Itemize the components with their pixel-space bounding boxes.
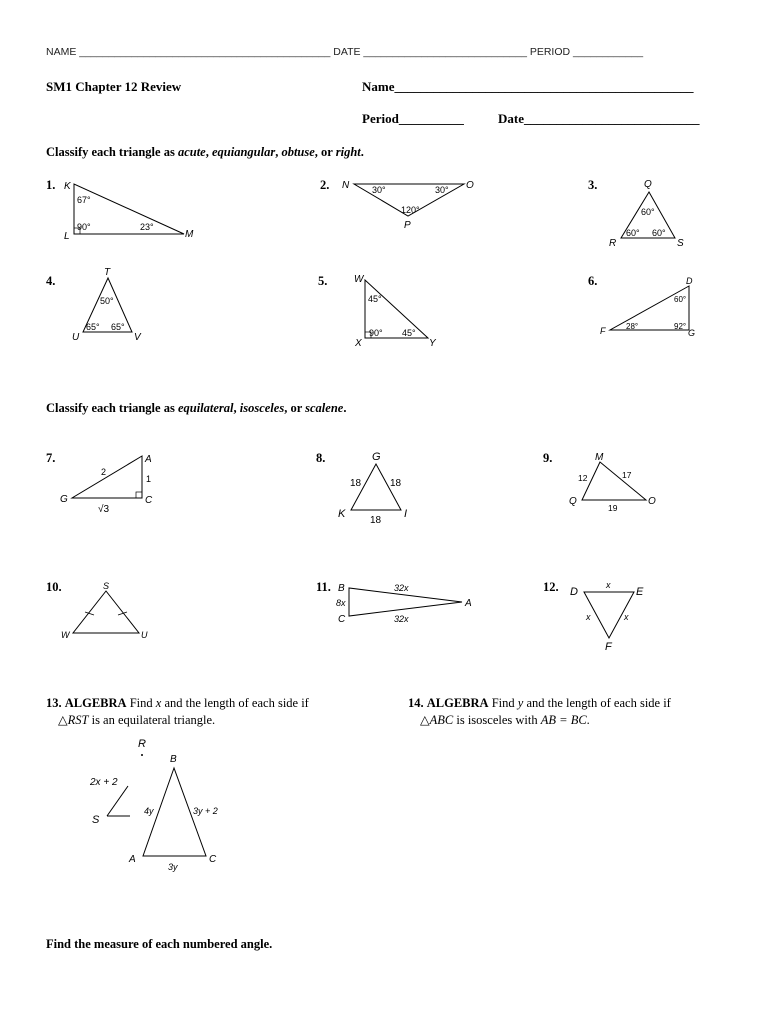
angle-label: 120°: [401, 205, 420, 215]
algebra-keyword: ALGEBRA: [426, 696, 489, 710]
equation: AB = BC: [540, 713, 587, 727]
triangle-outline: [72, 456, 142, 498]
problem-10-number: 10.: [46, 580, 62, 594]
vertex-label: U: [141, 630, 148, 640]
figure-triangle-mqo: [566, 448, 662, 518]
vertex-label: A: [129, 854, 136, 865]
figure-triangle-klm: [60, 176, 200, 242]
problem-7-number: 7.: [46, 451, 56, 465]
vertex-label: G: [60, 494, 68, 505]
side-label: 12: [578, 473, 588, 483]
angle-label: 65°: [86, 322, 100, 332]
side-label: 18: [350, 478, 362, 489]
worksheet-title: SM1 Chapter 12 Review: [46, 79, 182, 94]
problem-13-number: 13.: [46, 696, 62, 710]
figure-triangle-qrs: [606, 174, 696, 250]
term-scalene: scalene: [305, 401, 344, 415]
term-isosceles: isosceles: [239, 401, 285, 415]
vertex-label: E: [636, 586, 644, 598]
section-2-instruction: [46, 401, 346, 416]
problem-14-number: 14.: [408, 696, 424, 710]
side-label: 32x: [394, 583, 409, 593]
term-equiangular: equiangular: [211, 145, 276, 159]
variable: y: [517, 696, 524, 710]
angle-label: 67°: [77, 195, 91, 205]
triangle-name: ABC: [429, 713, 454, 727]
vertex-label: G: [688, 328, 696, 338]
instruction-text: Classify each triangle as: [46, 145, 178, 159]
side-label: x: [606, 580, 611, 590]
side-label: x: [624, 612, 629, 622]
angle-label: 90°: [369, 328, 383, 338]
problem-4-number: 4.: [46, 274, 56, 288]
problem-2-number: 2.: [320, 178, 330, 192]
side-label: 32x: [394, 614, 409, 624]
problem-text: and the length of each side if: [161, 696, 309, 710]
side-label: x: [586, 612, 591, 622]
vertex-label: F: [600, 326, 606, 336]
vertex-label: S: [92, 814, 100, 826]
separator: .: [360, 145, 364, 159]
vertex-label: Q: [569, 496, 577, 507]
term-right: right: [335, 145, 361, 159]
vertex-label: C: [209, 854, 217, 865]
problem-9-number: 9.: [543, 451, 553, 465]
vertex-label: O: [466, 180, 474, 191]
problem-text: is isosceles with: [453, 713, 541, 727]
section-1-instruction: [46, 145, 364, 160]
angle-label: 23°: [140, 222, 154, 232]
vertex-label: A: [465, 598, 472, 609]
separator: .: [343, 401, 347, 415]
triangle-name: RST: [67, 713, 89, 727]
problem-13: [46, 695, 376, 729]
vertex-label: K: [64, 181, 71, 192]
vertex-label: Y: [429, 338, 436, 349]
angle-label: 60°: [652, 228, 666, 238]
problem-text: and the length of each side if: [523, 696, 671, 710]
vertex-label: R: [609, 238, 617, 249]
angle-label: 90°: [77, 222, 91, 232]
side-label: 8x: [336, 598, 346, 608]
vertex-label: M: [185, 229, 194, 240]
vertex-label: W: [61, 630, 70, 640]
vertex-label: N: [342, 180, 350, 191]
figure-triangle-def: [566, 578, 656, 656]
vertex-label: A: [145, 454, 152, 465]
side-label: 18: [390, 478, 402, 489]
separator: ,: [205, 145, 212, 159]
side-label: 3y + 2: [193, 806, 218, 816]
triangle-symbol: △: [420, 713, 430, 727]
problem-text: Find: [126, 696, 156, 710]
side-label: 2: [101, 467, 107, 477]
angle-label: 60°: [641, 207, 655, 217]
vertex-point: [141, 754, 143, 756]
angle-label: 60°: [674, 295, 687, 304]
vertex-label: K: [338, 508, 346, 520]
angle-label: 30°: [372, 185, 386, 195]
side-label: 3y: [168, 862, 178, 872]
problem-text: .: [586, 713, 590, 727]
term-acute: acute: [177, 145, 206, 159]
problem-14: [408, 695, 738, 729]
side-label: 18: [370, 515, 382, 526]
triangle-outline: [73, 591, 139, 633]
angle-label: 45°: [368, 294, 382, 304]
vertex-label: D: [686, 276, 693, 286]
side-label: 1: [146, 474, 152, 484]
name-field[interactable]: Name______________________________________________: [362, 79, 694, 94]
vertex-label: O: [648, 496, 656, 507]
vertex-label: S: [677, 238, 684, 249]
problem-1-number: 1.: [46, 178, 56, 192]
vertex-label: Q: [644, 179, 652, 190]
vertex-label: W: [354, 274, 364, 285]
side-label: 2x + 2: [90, 777, 118, 788]
angle-label: 92°: [674, 322, 687, 331]
separator: ,: [275, 145, 282, 159]
algebra-keyword: ALGEBRA: [64, 696, 127, 710]
problem-8-number: 8.: [316, 451, 326, 465]
vertex-label: F: [605, 641, 612, 653]
problem-11-number: 11.: [316, 580, 331, 594]
figure-triangle-tuv: [68, 264, 148, 344]
term-equilateral: equilateral: [177, 401, 234, 415]
segment-rs: [107, 786, 128, 816]
side-label: √3: [98, 504, 110, 515]
problem-text: is an equilateral triangle.: [88, 713, 216, 727]
vertex-label: G: [372, 451, 381, 463]
vertex-label: V: [134, 332, 141, 343]
side-label: 4y: [144, 806, 154, 816]
angle-label: 60°: [626, 228, 640, 238]
separator: ,: [233, 401, 240, 415]
figure-triangles-rst-abc: [80, 732, 230, 882]
problem-5-number: 5.: [318, 274, 328, 288]
side-label: 17: [622, 470, 632, 480]
angle-label: 65°: [111, 322, 125, 332]
vertex-label: B: [170, 754, 177, 765]
figure-triangle-wxy: [352, 270, 444, 350]
side-label: 19: [608, 503, 618, 513]
problem-6-number: 6.: [588, 274, 598, 288]
vertex-label: L: [64, 231, 70, 242]
date-field[interactable]: Date___________________________: [498, 111, 700, 126]
angle-label: 50°: [100, 296, 114, 306]
vertex-label: U: [72, 332, 80, 343]
angle-label: 30°: [435, 185, 449, 195]
vertex-label: P: [404, 220, 411, 231]
angle-label: 45°: [402, 328, 416, 338]
figure-triangle-swu: [58, 578, 158, 644]
right-angle-mark: [136, 492, 142, 498]
vertex-label: X: [355, 338, 362, 349]
period-field[interactable]: Period__________: [362, 111, 464, 126]
figure-triangle-agc: [56, 448, 166, 518]
figure-triangle-dfg: [598, 272, 702, 338]
problem-3-number: 3.: [588, 178, 598, 192]
vertex-label: R: [138, 738, 146, 750]
triangle-symbol: △: [58, 713, 68, 727]
separator: , or: [314, 145, 336, 159]
vertex-label: I: [404, 508, 408, 520]
separator: , or: [284, 401, 306, 415]
triangle-outline: [582, 462, 646, 500]
figure-triangle-gki: [334, 446, 420, 528]
figure-triangle-nop: [340, 176, 480, 232]
vertex-label: M: [595, 452, 604, 463]
instruction-text: Classify each triangle as: [46, 401, 178, 415]
header-line: NAME ___________________________________________ DATE ____________________________ PERIOD ____________: [46, 46, 644, 58]
angle-label: 28°: [626, 322, 639, 331]
section-3-instruction: Find the measure of each numbered angle.: [46, 937, 273, 951]
vertex-label: B: [338, 583, 345, 594]
problem-12-number: 12.: [543, 580, 559, 594]
figure-triangle-bca: [334, 578, 478, 628]
vertex-label: C: [338, 614, 346, 625]
variable: x: [155, 696, 162, 710]
vertex-label: C: [145, 495, 153, 506]
vertex-label: T: [104, 267, 111, 278]
problem-text: Find: [488, 696, 518, 710]
vertex-label: S: [103, 581, 110, 591]
vertex-label: D: [570, 586, 578, 598]
term-obtuse: obtuse: [281, 145, 315, 159]
